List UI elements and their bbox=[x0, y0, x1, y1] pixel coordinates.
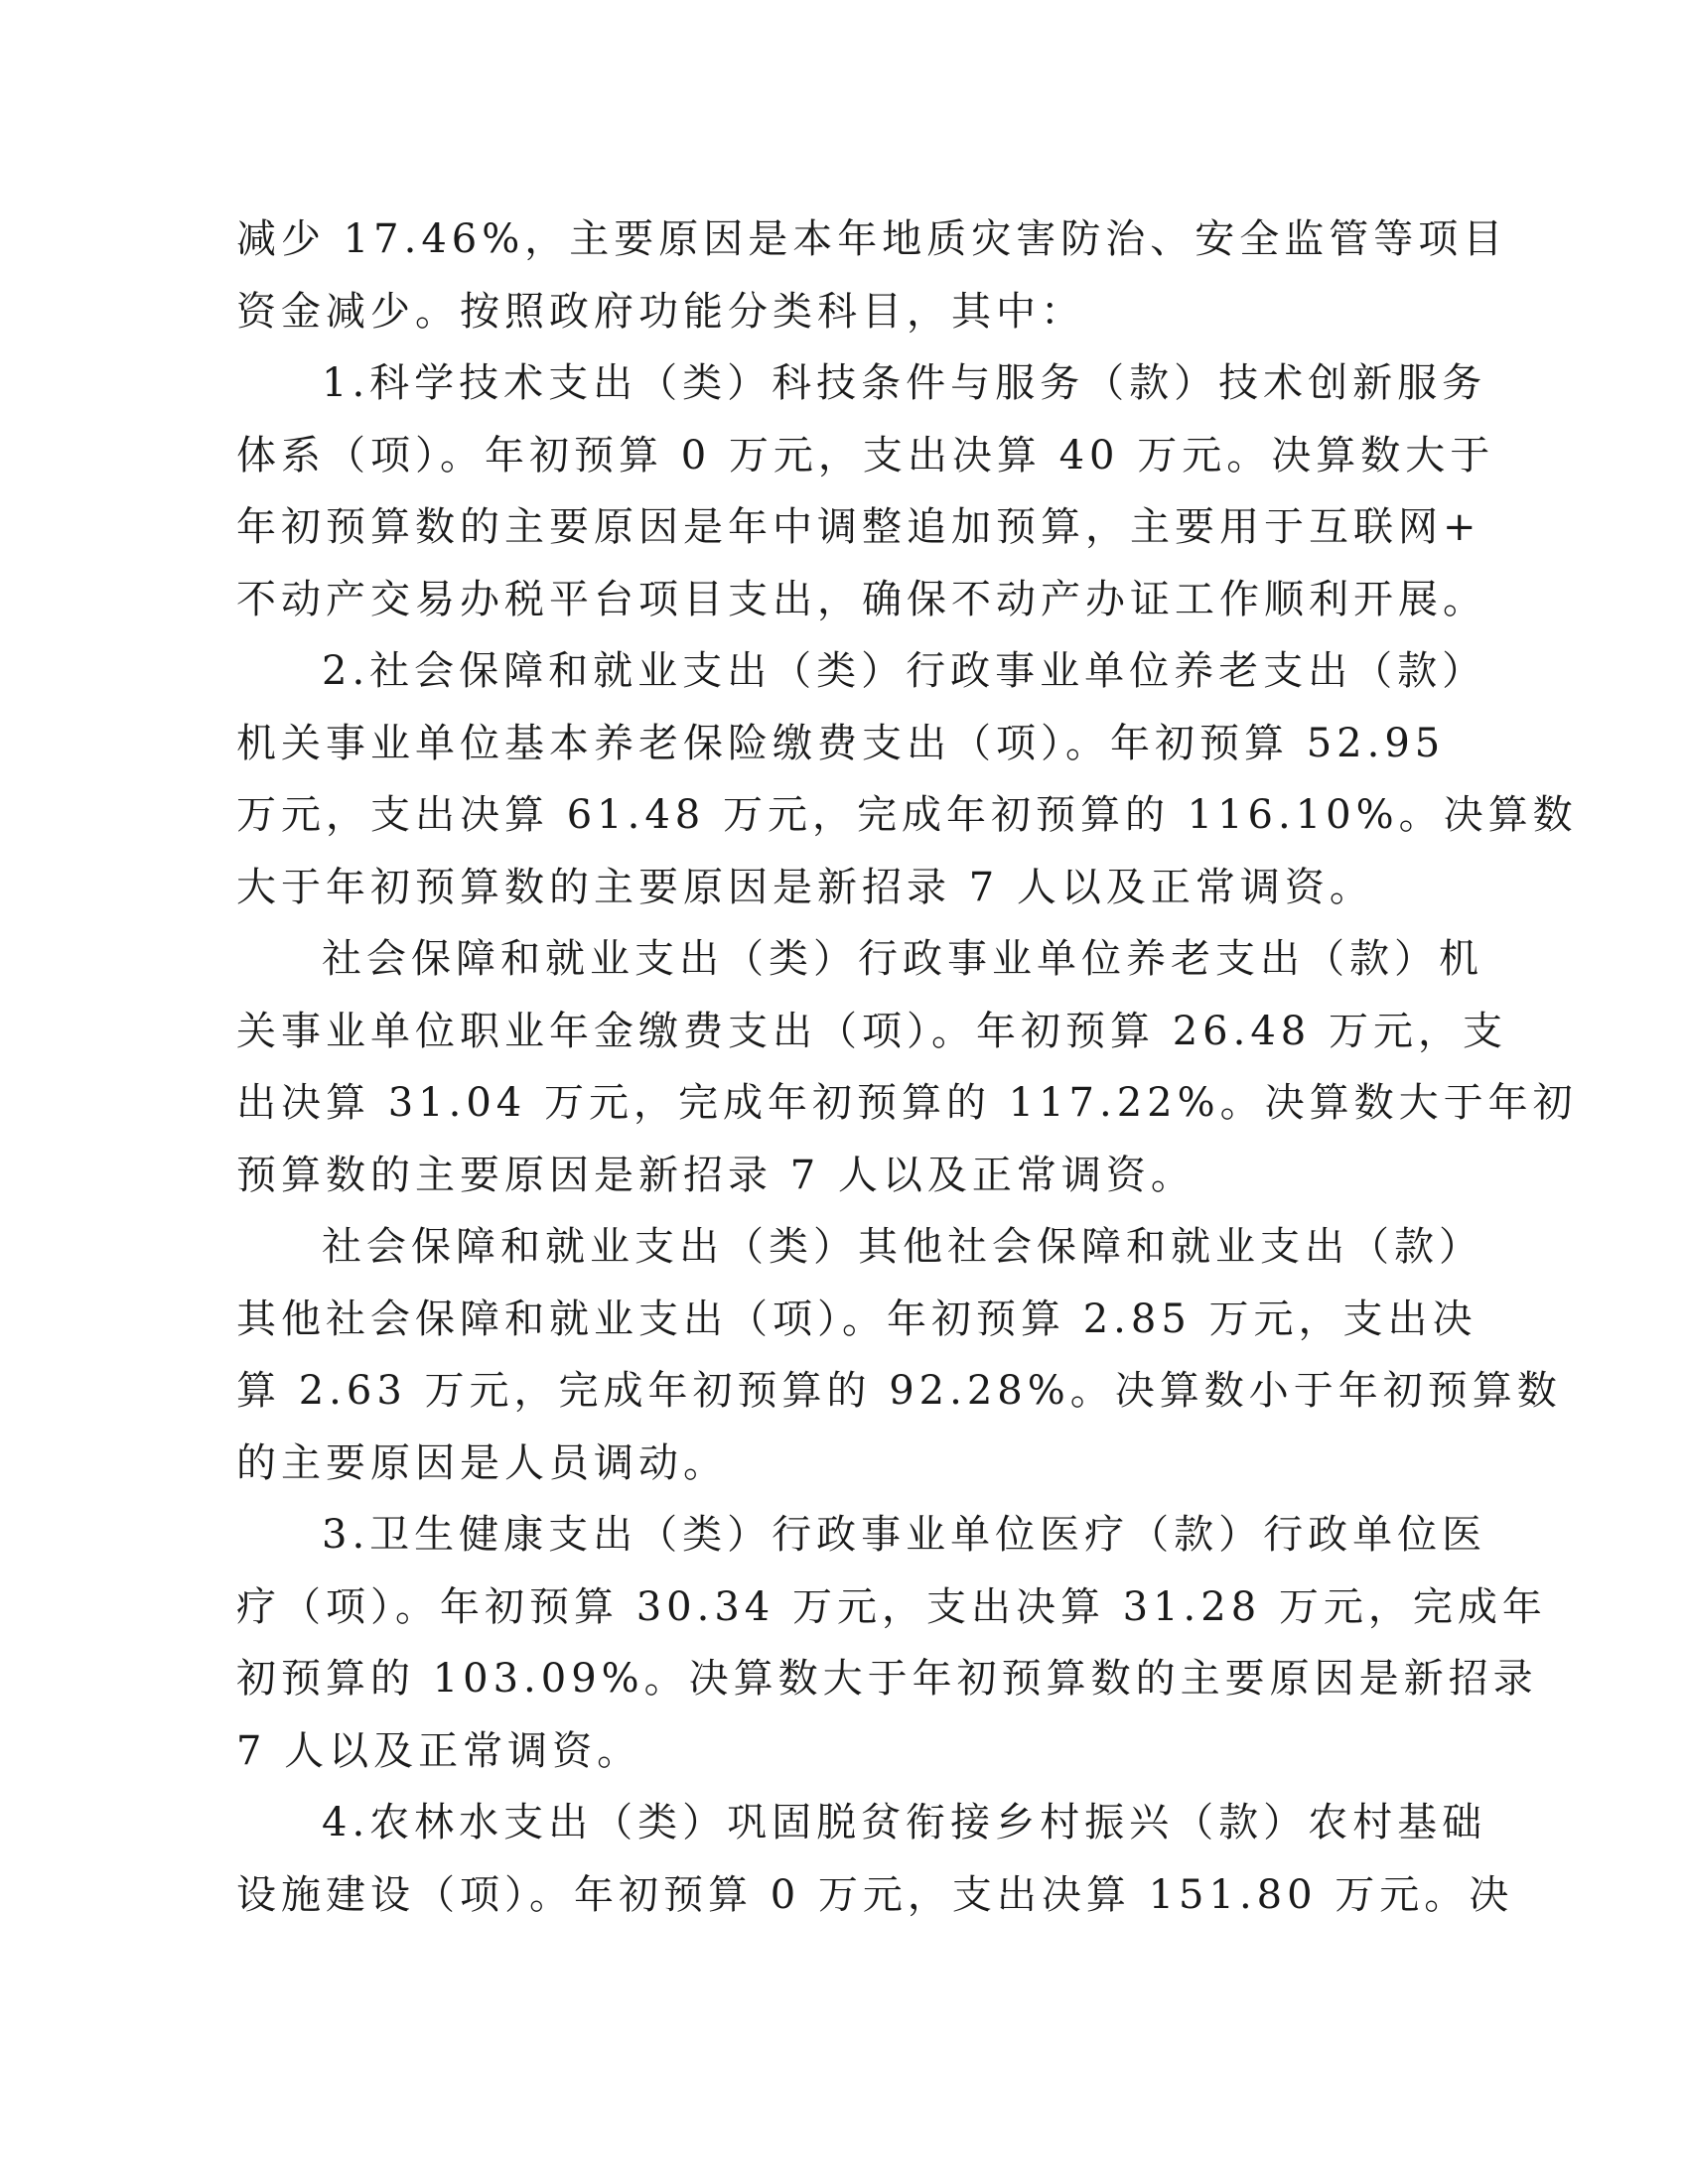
body-text bbox=[236, 204, 1578, 1931]
text-line-1: 减少 17.46%，主要原因是本年地质灾害防治、安全监管等项目 bbox=[236, 216, 1508, 262]
text-line-7: 2.社会保障和就业支出（类）行政事业单位养老支出（款） bbox=[322, 648, 1487, 694]
text-line-16: 其他社会保障和就业支出（项）。年初预算 2.85 万元，支出决 bbox=[236, 1296, 1477, 1342]
text-line-5: 年初预算数的主要原因是年中调整追加预算，主要用于互联网+ bbox=[236, 504, 1481, 550]
text-line-13: 出决算 31.04 万元，完成年初预算的 117.22%。决算数大于年初 bbox=[236, 1080, 1578, 1126]
text-line-21: 初预算的 103.09%。决算数大于年初预算数的主要原因是新招录 bbox=[236, 1656, 1538, 1702]
text-line-18: 的主要原因是人员调动。 bbox=[236, 1439, 728, 1486]
text-line-19: 3.卫生健康支出（类）行政事业单位医疗（款）行政单位医 bbox=[322, 1512, 1487, 1558]
text-line-11: 社会保障和就业支出（类）行政事业单位养老支出（款）机 bbox=[322, 936, 1483, 982]
text-line-24: 设施建设（项）。年初预算 0 万元，支出决算 151.80 万元。决 bbox=[236, 1871, 1514, 1918]
text-line-17: 算 2.63 万元，完成年初预算的 92.28%。决算数小于年初预算数 bbox=[236, 1368, 1562, 1414]
text-line-8: 机关事业单位基本养老保险缴费支出（项）。年初预算 52.95 bbox=[236, 720, 1446, 766]
text-line-20: 疗（项）。年初预算 30.34 万元，支出决算 31.28 万元，完成年 bbox=[236, 1583, 1547, 1630]
text-line-10: 大于年初预算数的主要原因是新招录 7 人以及正常调资。 bbox=[236, 864, 1374, 910]
text-line-4: 体系（项）。年初预算 0 万元，支出决算 40 万元。决算数大于 bbox=[236, 432, 1495, 478]
text-line-14: 预算数的主要原因是新招录 7 人以及正常调资。 bbox=[236, 1152, 1196, 1198]
text-line-23: 4.农林水支出（类）巩固脱贫衔接乡村振兴（款）农村基础 bbox=[322, 1800, 1487, 1845]
text-line-9: 万元，支出决算 61.48 万元，完成年初预算的 116.10%。决算数 bbox=[236, 792, 1578, 838]
text-line-15: 社会保障和就业支出（类）其他社会保障和就业支出（款） bbox=[322, 1224, 1483, 1270]
text-line-22: 7 人以及正常调资。 bbox=[236, 1727, 642, 1774]
text-line-6: 不动产交易办税平台项目支出，确保不动产办证工作顺利开展。 bbox=[236, 576, 1487, 622]
text-line-12: 关事业单位职业年金缴费支出（项）。年初预算 26.48 万元，支 bbox=[236, 1008, 1507, 1054]
text-line-3: 1.科学技术支出（类）科技条件与服务（款）技术创新服务 bbox=[322, 360, 1487, 406]
text-line-2: 资金减少。按照政府功能分类科目，其中： bbox=[236, 288, 1085, 335]
